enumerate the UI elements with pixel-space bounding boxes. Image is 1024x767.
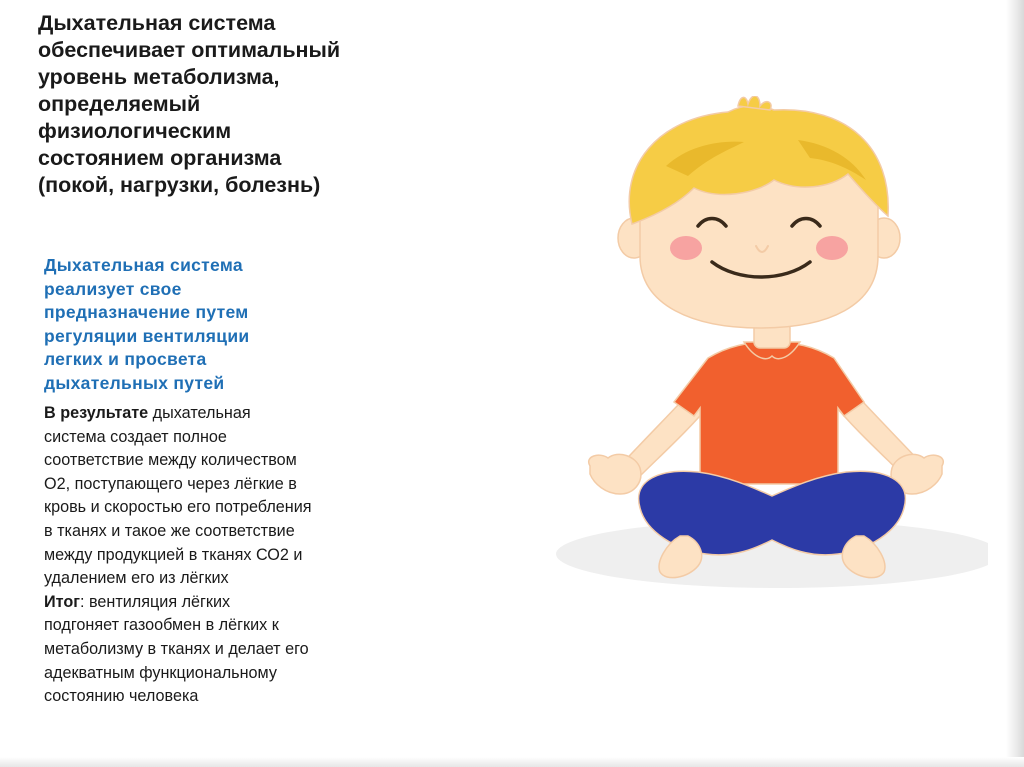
slide-title: Дыхательная система обеспечивает оптимальный уровень метаболизма, определяемый физиологическим состоянием организма (покой, нагрузки, болезнь) xyxy=(38,11,341,197)
page-edge-shadow-right xyxy=(1006,0,1024,767)
body-text xyxy=(44,402,384,709)
summary-text: : вентиляция лёгких подгоняет газообмен в лёгких к метаболизму в тканях и делает его адекватным функциональному состоянию человека xyxy=(44,592,309,706)
shirt xyxy=(674,342,864,484)
slide-subtitle: Дыхательная система реализует свое предназначение путем регуляции вентиляции легких и просвета дыхательных путей xyxy=(44,255,250,393)
result-lead: В результате xyxy=(44,404,149,422)
page-edge-shadow-bottom xyxy=(0,757,1024,767)
summary-lead: Итог xyxy=(44,592,80,611)
left-hand xyxy=(589,454,641,494)
left-cheek xyxy=(670,236,702,260)
result-text: дыхательная система создает полное соответствие между количеством О2, поступающего через лёгкие в кровь и скоростью его потребления в тканях и такое же соответствие между продукцией в тканях СО2 и удалением его из лёгких xyxy=(44,404,312,588)
right-cheek xyxy=(816,236,848,260)
meditating-boy-illustration xyxy=(548,96,988,596)
